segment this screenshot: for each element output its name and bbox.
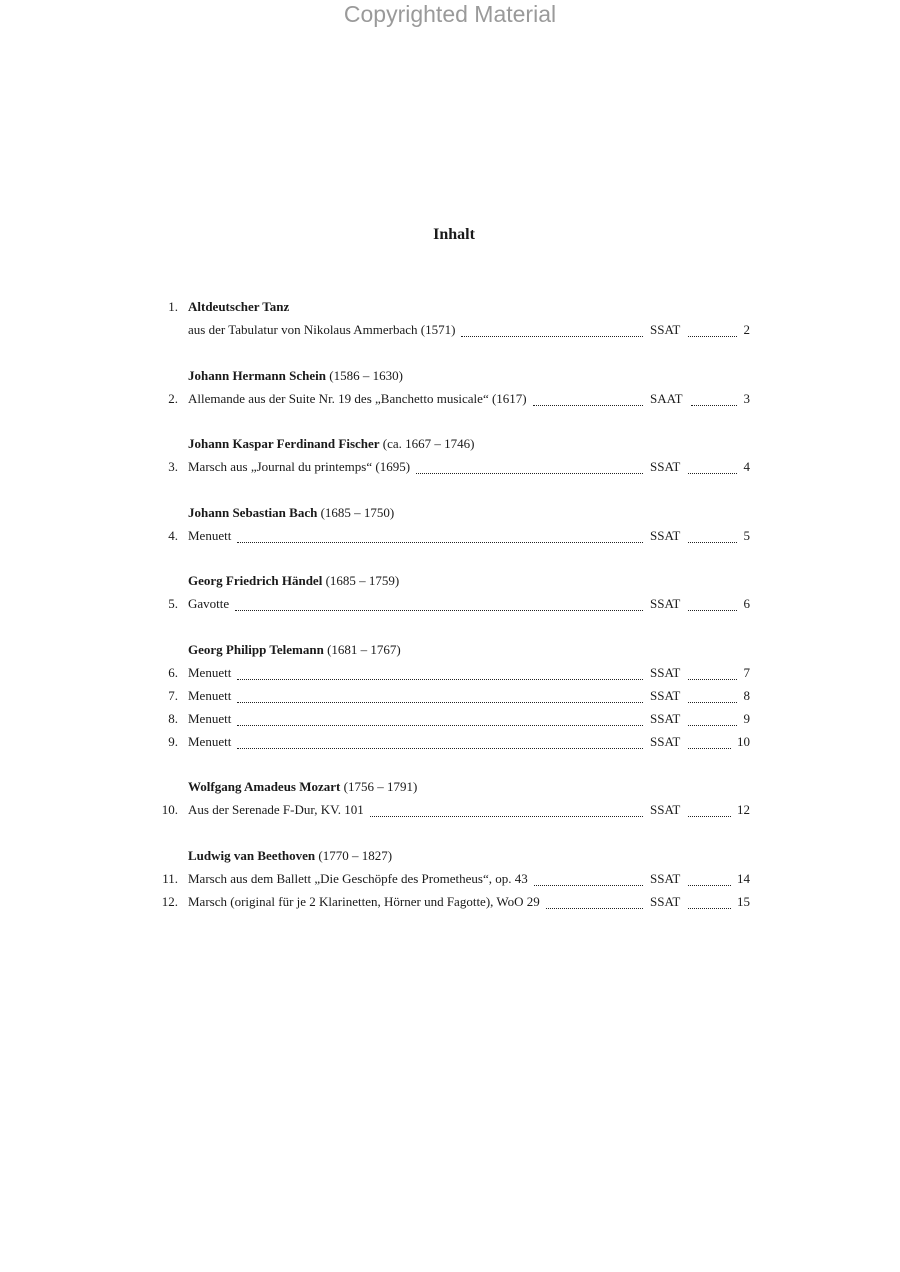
leader-dots (688, 700, 737, 703)
toc-entry[interactable] (150, 799, 750, 821)
leader-dots (688, 471, 737, 474)
entry-voicing: SSAT (650, 711, 681, 726)
toc-entry[interactable] (150, 593, 750, 615)
entry-page: 7 (743, 665, 750, 680)
composer-name: Ludwig van Beethoven (188, 848, 316, 863)
composer-name: Georg Philipp Telemann (188, 642, 324, 657)
entry-number: 1. (168, 299, 178, 314)
entry-title: Allemande aus der Suite Nr. 19 des „Banchetto musicale“ (1617) (188, 391, 527, 406)
entry-page: 14 (737, 871, 750, 886)
composer-dates: (1685 – 1750) (320, 505, 395, 520)
leader-dots (546, 906, 643, 909)
toc-entry[interactable] (150, 868, 750, 890)
composer-dates: (1756 – 1791) (343, 779, 418, 794)
entry-voicing: SSAT (650, 802, 681, 817)
entry-number: 3. (168, 459, 178, 474)
leader-dots (688, 883, 731, 886)
entry-voicing: SAAT (650, 391, 683, 406)
entry-title: Gavotte (188, 596, 230, 611)
composer-dates: (1685 – 1759) (325, 573, 400, 588)
toc-entry[interactable] (150, 662, 750, 684)
leader-dots (691, 403, 737, 406)
entry-page: 5 (743, 528, 750, 543)
entry-title: Menuett (188, 734, 232, 749)
leader-dots (237, 540, 643, 543)
entry-title: Menuett (188, 528, 232, 543)
toc-entry[interactable] (150, 708, 750, 730)
composer-name: Johann Hermann Schein (188, 368, 326, 383)
entry-number: 8. (168, 711, 178, 726)
composer-heading (150, 845, 750, 867)
entry-voicing: SSAT (650, 528, 681, 543)
leader-dots (237, 677, 643, 680)
leader-dots (688, 677, 737, 680)
entry-voicing: SSAT (650, 871, 681, 886)
entry-page: 2 (743, 322, 750, 337)
copyright-watermark: Copyrighted Material (343, 1, 557, 27)
composer-heading (150, 502, 750, 524)
entry-voicing: SSAT (650, 688, 681, 703)
entry-voicing: SSAT (650, 665, 681, 680)
leader-dots (688, 906, 731, 909)
entry-number: 12. (161, 894, 178, 909)
entry-number: 5. (168, 596, 178, 611)
composer-dates: (1770 – 1827) (318, 848, 393, 863)
entry-title: Marsch aus dem Ballett „Die Geschöpfe des Prometheus“, op. 43 (188, 871, 528, 886)
entry-page: 15 (737, 894, 750, 909)
entry-page: 3 (743, 391, 750, 406)
composer-dates: (1681 – 1767) (327, 642, 401, 657)
entry-title: Menuett (188, 665, 232, 680)
entry-subtitle: aus der Tabulatur von Nikolaus Ammerbach (1571) (188, 322, 456, 337)
leader-dots (688, 608, 737, 611)
leader-dots (688, 746, 731, 749)
entry-page: 8 (743, 688, 750, 703)
composer-name: Johann Sebastian Bach (188, 505, 318, 520)
composer-dates: (ca. 1667 – 1746) (382, 436, 475, 451)
entry-number: 4. (168, 528, 178, 543)
entry-voicing: SSAT (650, 734, 681, 749)
leader-dots (237, 746, 643, 749)
leader-dots (237, 700, 643, 703)
entry-number: 6. (168, 665, 178, 680)
entry-title: Marsch aus „Journal du printemps“ (1695) (188, 459, 411, 474)
leader-dots (688, 334, 737, 337)
composer-heading (150, 365, 750, 387)
toc-heading-row (150, 296, 750, 318)
leader-dots (461, 334, 643, 337)
entry-title: Altdeutscher Tanz (188, 299, 290, 314)
composer-name: Georg Friedrich Händel (188, 573, 323, 588)
entry-page: 10 (737, 734, 750, 749)
entry-number: 7. (168, 688, 178, 703)
entry-page: 9 (743, 711, 750, 726)
composer-dates: (1586 – 1630) (329, 368, 403, 383)
leader-dots (688, 814, 731, 817)
entry-voicing: SSAT (650, 596, 681, 611)
leader-dots (237, 723, 643, 726)
toc-entry[interactable] (150, 525, 750, 547)
toc-entry[interactable] (150, 731, 750, 753)
toc-entry[interactable] (150, 685, 750, 707)
leader-dots (416, 471, 643, 474)
entry-title: Menuett (188, 688, 232, 703)
entry-number: 10. (161, 802, 178, 817)
leader-dots (688, 540, 737, 543)
entry-voicing: SSAT (650, 322, 681, 337)
leader-dots (533, 403, 643, 406)
entry-number: 11. (162, 871, 178, 886)
toc-entry[interactable] (150, 319, 750, 341)
leader-dots (534, 883, 643, 886)
composer-heading (150, 776, 750, 798)
entry-title: Aus der Serenade F-Dur, KV. 101 (188, 802, 364, 817)
composer-heading (150, 639, 750, 661)
page-title: Inhalt (433, 226, 475, 243)
toc-entry[interactable] (150, 388, 750, 410)
composer-heading (150, 433, 750, 455)
entry-title: Menuett (188, 711, 232, 726)
toc-entry[interactable] (150, 456, 750, 478)
composer-heading (150, 570, 750, 592)
entry-voicing: SSAT (650, 894, 681, 909)
leader-dots (235, 608, 643, 611)
leader-dots (370, 814, 643, 817)
entry-voicing: SSAT (650, 459, 681, 474)
composer-name: Wolfgang Amadeus Mozart (188, 779, 341, 794)
entry-page: 6 (743, 596, 750, 611)
toc-entry[interactable] (150, 891, 750, 913)
leader-dots (688, 723, 737, 726)
entry-number: 9. (168, 734, 178, 749)
entry-page: 12 (737, 802, 750, 817)
entry-title: Marsch (original für je 2 Klarinetten, Hörner und Fagotte), WoO 29 (188, 894, 540, 909)
entry-number: 2. (168, 391, 178, 406)
entry-page: 4 (743, 459, 750, 474)
composer-name: Johann Kaspar Ferdinand Fischer (188, 436, 380, 451)
